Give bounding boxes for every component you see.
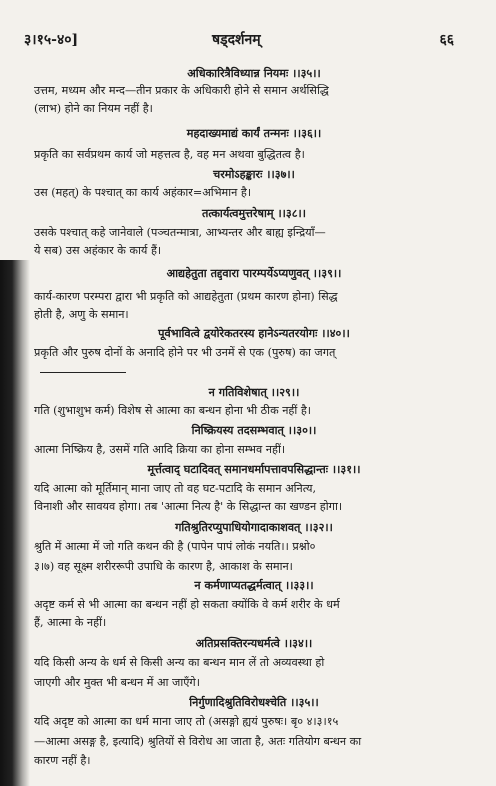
commentary-line: आत्मा निष्क्रिय है, उसमें गति आदि क्रिया का होना सम्भव नहीं। bbox=[34, 443, 286, 456]
page-reference: ३।१५-४०] bbox=[24, 32, 79, 48]
commentary-line: कारण नहीं है। bbox=[34, 754, 91, 767]
sutra-heading: न कर्मणाप्यतद्धर्मत्वात् ।।३३।। bbox=[194, 578, 314, 592]
sutra-heading: निष्क्रियस्य तदसम्भवात् ।।३०।। bbox=[191, 423, 317, 437]
commentary-line: विनाशी और सावयव होगा। तब 'आत्मा नित्य है' के सिद्धान्त का खण्डन होगा। bbox=[34, 500, 343, 513]
sutra-heading: मूर्त्तत्वाद् घटादिवत् समानधर्मापत्तावपसिद्धान्तः ।।३१।। bbox=[147, 462, 361, 476]
commentary-line: हैं, आत्मा के नहीं। bbox=[34, 616, 107, 629]
commentary-line: (लाभ) होने का नियम नहीं है। bbox=[34, 102, 153, 115]
sutra-heading: पूर्वभावित्वे द्वयोरेकतरस्य हानेऽन्यतरयोगः ।।४०।। bbox=[158, 326, 350, 340]
sutra-heading: चरमोऽहङ्कारः ।।३७।। bbox=[213, 167, 295, 181]
commentary-line: कार्य-कारण परम्परा द्वारा भी प्रकृति को आद्यहेतुता (प्रथम कारण होना) सिद्ध bbox=[34, 290, 338, 303]
sutra-heading: महदाख्यमाद्यं कार्यं तन्मनः ।।३६।। bbox=[186, 126, 322, 140]
sutra-heading: तत्कार्यत्वमुत्तरेषाम् ।।३८।। bbox=[201, 206, 307, 220]
commentary-line: —आत्मा असङ्ग है, इत्यादि) श्रुतियों से विरोध आ जाता है, अतः गतियोग बन्धन का bbox=[34, 735, 362, 748]
commentary-line: यदि अदृष्ट को आत्मा का धर्म माना जाए तो (असङ्गो ह्ययं पुरुषः। बृ० ४।३।१५ bbox=[34, 715, 339, 728]
commentary-line: होती है, अणु के समान। bbox=[34, 308, 129, 321]
page-number: ६६ bbox=[439, 32, 454, 48]
sutra-heading: गतिश्रुतिरप्युपाधियोगादाकाशवत् ।।३२।। bbox=[175, 520, 333, 534]
commentary-line: उत्तम, मध्यम और मन्द—तीन प्रकार के अधिकारी होने से समान अर्थसिद्धि bbox=[34, 84, 329, 97]
sutra-heading: न गतिविशेषात् ।।२९।। bbox=[208, 385, 300, 399]
commentary-line: जाएगी और मुक्त भी बन्धन में आ जाएँगे। bbox=[34, 676, 200, 689]
sutra-heading: आद्यहेतुता तद्द्वारा पारम्पर्येऽप्यणुवत् ।।३९।। bbox=[166, 266, 342, 280]
commentary-line: यदि आत्मा को मूर्तिमान् माना जाए तो वह घट-पटादि के समान अनित्य, bbox=[34, 482, 317, 495]
commentary-line: ये सब) उस अहंकार के कार्य हैं। bbox=[34, 244, 162, 257]
commentary-line: प्रकृति और पुरुष दोनों के अनादि होने पर भी उनमें से एक (पुरुष) का जगत् bbox=[34, 346, 336, 359]
sutra-heading: निर्गुणादिश्रुतिविरोधश्चेति ।।३५।। bbox=[189, 695, 319, 709]
commentary-line: उस (महत्) के पश्चात् का कार्य अहंकार=अभिमान है। bbox=[34, 186, 252, 199]
section-divider bbox=[40, 372, 126, 373]
commentary-line: श्रुति में आत्मा में जो गति कथन की है (पापेन पापं लोकं नयति।। प्रश्नो० bbox=[34, 540, 316, 553]
running-title: षड्दर्शनम् bbox=[212, 32, 261, 48]
commentary-line: अदृष्ट कर्म से भी आत्मा का बन्धन नहीं हो सकता क्योंकि वे कर्म शरीर के धर्म bbox=[34, 598, 340, 611]
commentary-line: उसके पश्चात् कहे जानेवाले (पञ्चतन्मात्रा, आभ्यन्तर और बाह्य इन्द्रियाँ— bbox=[34, 226, 326, 239]
page-edge-shadow bbox=[0, 260, 30, 786]
commentary-line: ३।७) वह सूक्ष्म शरीररूपी उपाधि के कारण है, आकाश के समान। bbox=[34, 560, 293, 573]
sutra-heading: अतिप्रसक्तिरन्यधर्मत्वे ।।३४।। bbox=[195, 636, 313, 650]
commentary-line: गति (शुभाशुभ कर्म) विशेष से आत्मा का बन्धन होना भी ठीक नहीं है। bbox=[34, 404, 312, 417]
sutra-heading: अधिकारित्रैविध्यान्न नियमः ।।३५।। bbox=[187, 66, 321, 80]
commentary-line: यदि किसी अन्य के धर्म से किसी अन्य का बन्धन मान लें तो अव्यवस्था हो bbox=[34, 656, 325, 669]
commentary-line: प्रकृति का सर्वप्रथम कार्य जो महत्तत्व है, वह मन अथवा बुद्धितत्व है। bbox=[34, 148, 305, 161]
